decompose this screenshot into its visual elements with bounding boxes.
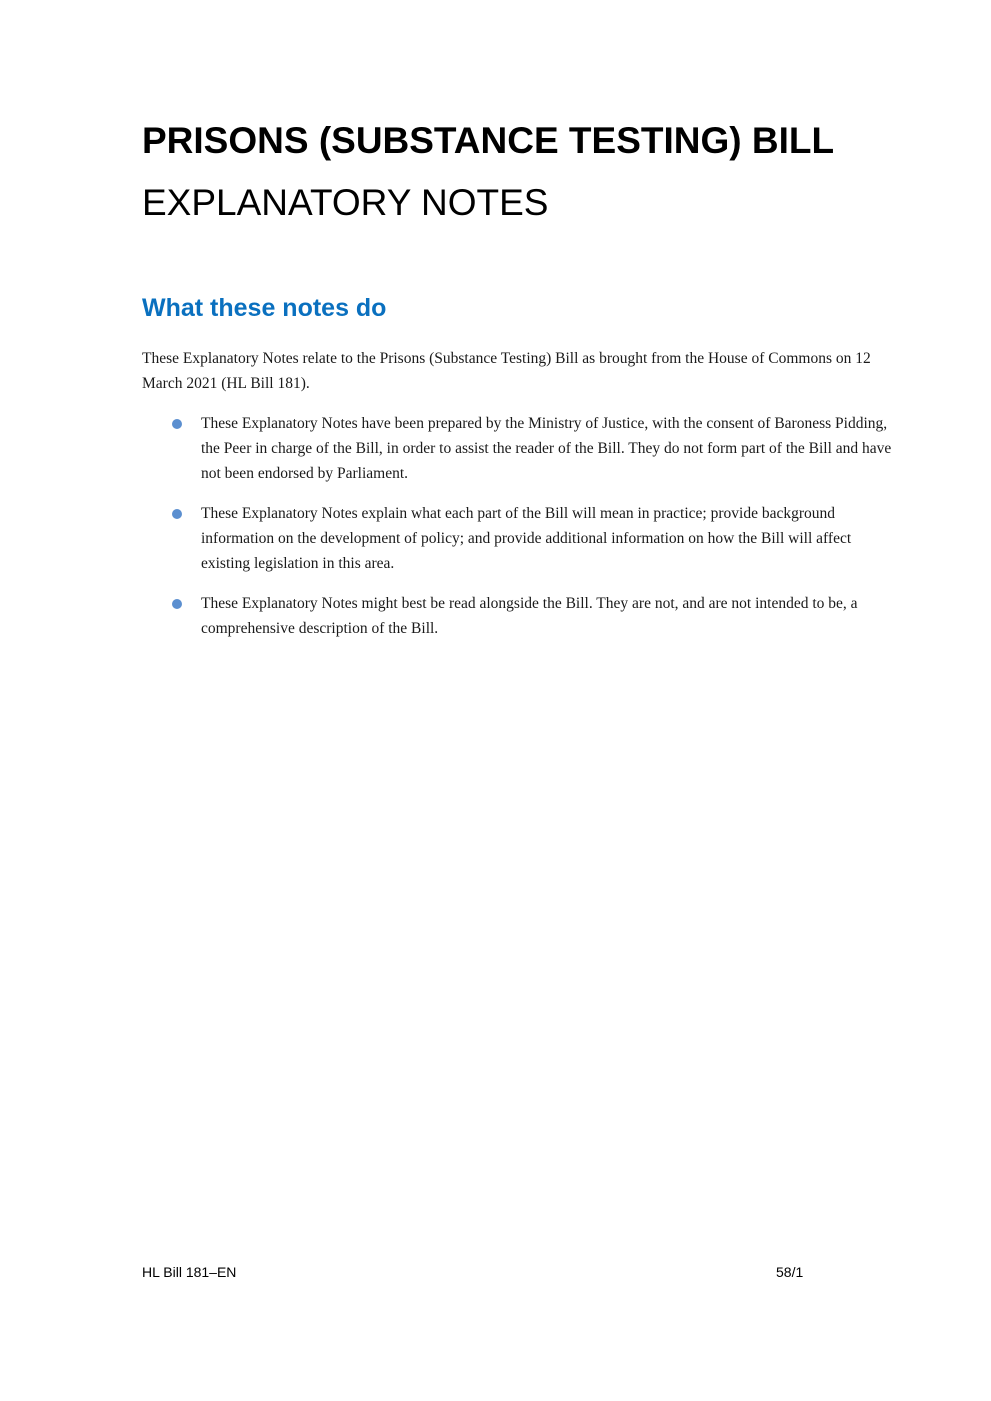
bullet-text: These Explanatory Notes might best be read alongside the Bill. They are not, and are not intended to be, a comprehensive description of the Bill. (201, 595, 858, 637)
footer-bill-reference: HL Bill 181–EN (142, 1264, 237, 1280)
bullet-dot-icon (172, 419, 182, 429)
section-heading: What these notes do (142, 294, 387, 322)
list-item (142, 501, 902, 576)
footer-page-code: 58/1 (776, 1264, 804, 1280)
list-item (142, 411, 902, 486)
intro-paragraph: These Explanatory Notes relate to the Prisons (Substance Testing) Bill as brought from the House of Commons on 12 March 2021 (HL Bill 181). (142, 350, 871, 392)
bullet-dot-icon (172, 599, 182, 609)
bullet-text: These Explanatory Notes have been prepared by the Ministry of Justice, with the consent of Baroness Pidding, the Peer in charge of the Bill, in order to assist the reader of the Bill. They do not form part of the Bill and have not been endorsed by Parliament. (201, 415, 892, 482)
list-item (142, 591, 902, 641)
bullet-dot-icon (172, 509, 182, 519)
bullet-text: These Explanatory Notes explain what each part of the Bill will mean in practice; provide background information on the development of policy; and provide additional information on how the Bill will affect existing legislation in this area. (201, 505, 852, 572)
bullet-list (142, 411, 902, 656)
document-title: PRISONS (SUBSTANCE TESTING) BILL (142, 120, 835, 161)
document-subtitle: EXPLANATORY NOTES (142, 182, 549, 223)
